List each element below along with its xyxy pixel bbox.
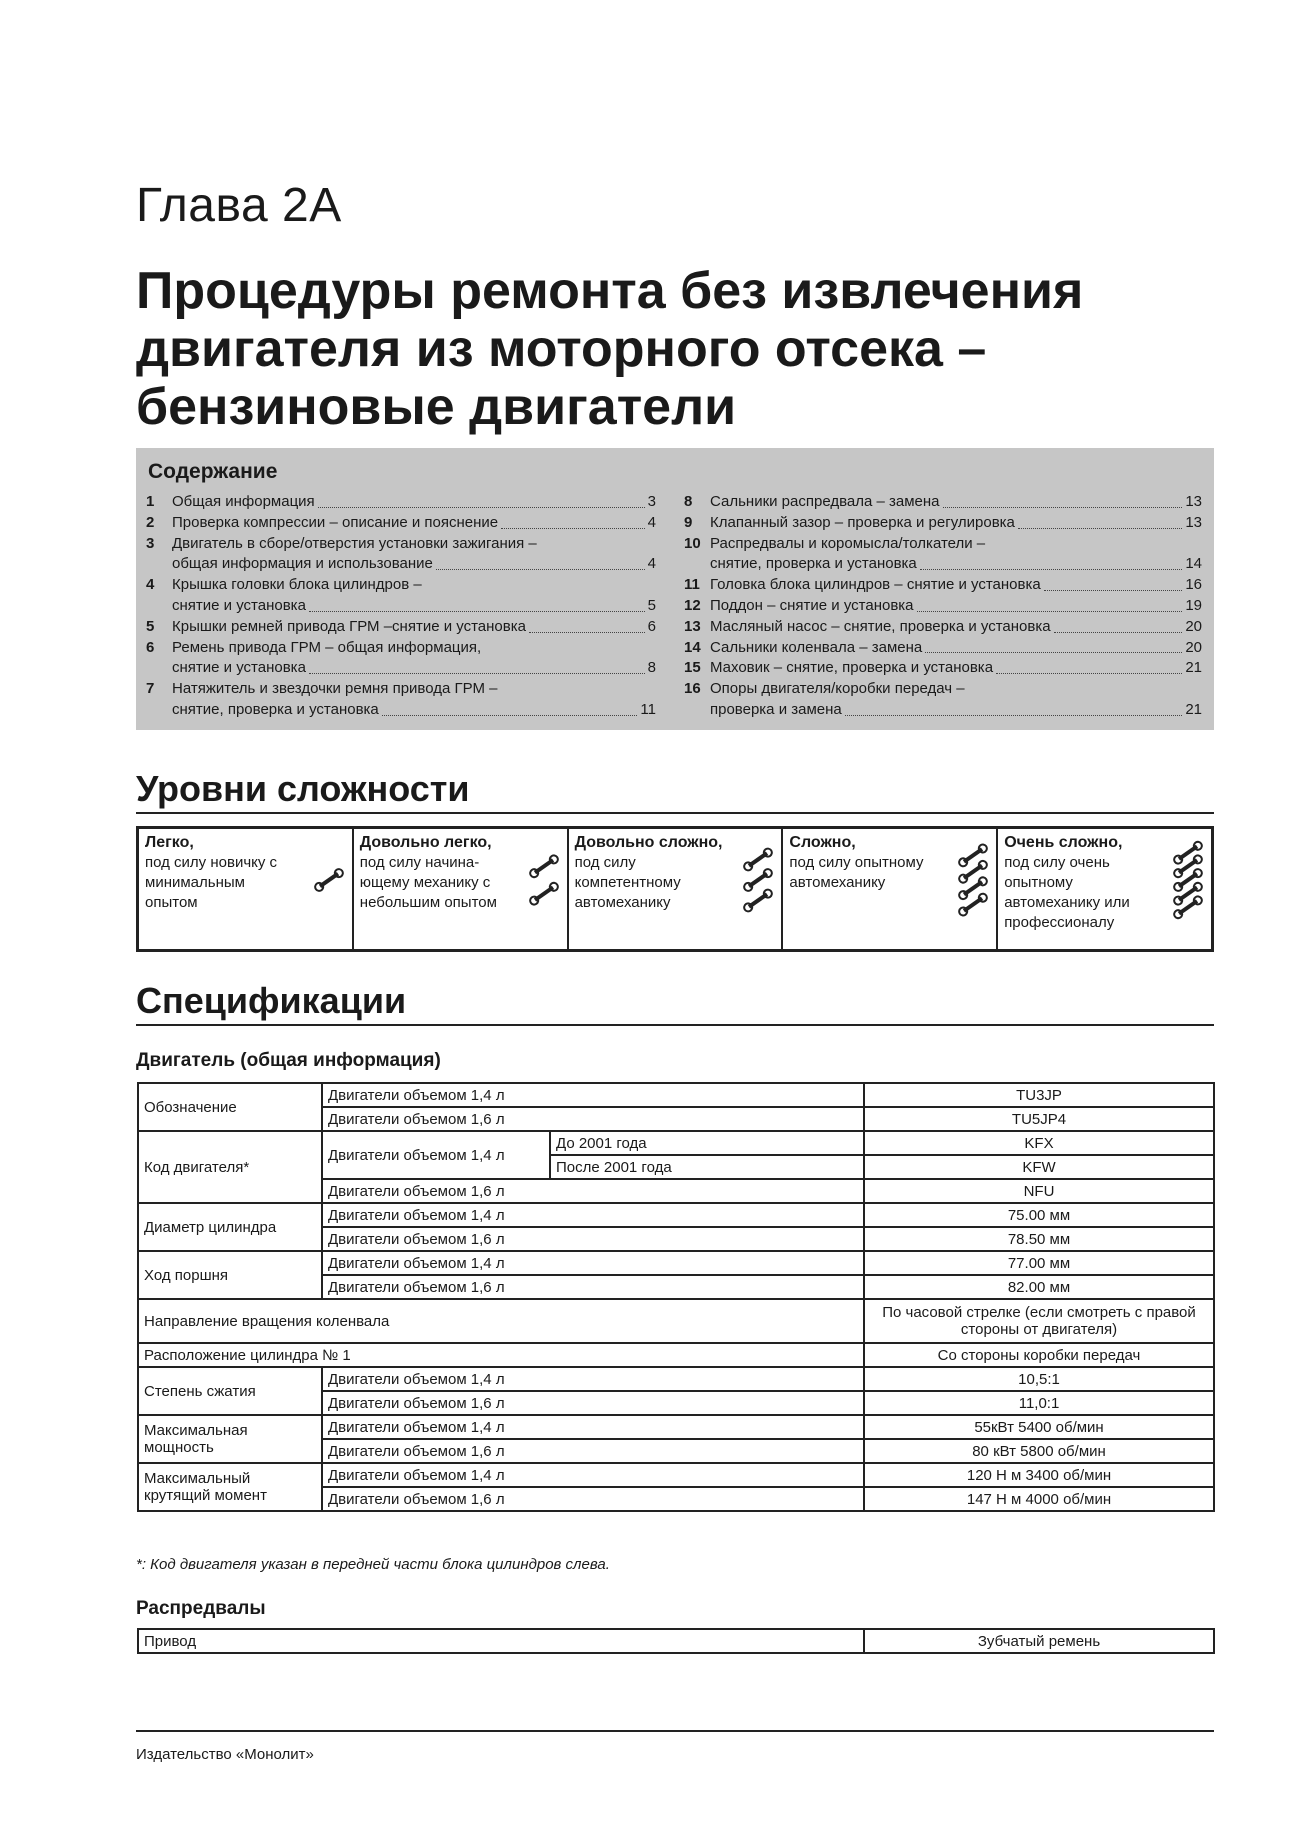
table-row bbox=[138, 1083, 1214, 1107]
contents-entry bbox=[146, 513, 656, 534]
engine-1-4: Двигатели объемом 1,4 л bbox=[322, 1463, 864, 1487]
contents-entry-page: 20 bbox=[1185, 638, 1202, 656]
contents-entry-page: 5 bbox=[647, 596, 656, 614]
table-row bbox=[138, 1299, 1214, 1343]
wrench-1-icon bbox=[314, 839, 344, 921]
difficulty-level-description: под силу опытному автомеханику bbox=[789, 854, 924, 891]
engine-1-6: Двигатели объемом 1,6 л bbox=[322, 1487, 864, 1511]
contents-right-column bbox=[684, 492, 1202, 721]
contents-entry-text: Крышки ремней привода ГРМ –снятие и установка bbox=[172, 617, 526, 635]
contents-entry bbox=[684, 534, 1202, 576]
contents-entry-text: общая информация и использование bbox=[172, 555, 433, 573]
contents-entry-text: Двигатель в сборе/отверстия установки зажигания – bbox=[172, 534, 537, 552]
difficulty-level bbox=[354, 829, 569, 949]
contents-entry-text: Масляный насос – снятие, проверка и установка bbox=[710, 617, 1051, 635]
publisher-footer: Издательство «Монолит» bbox=[136, 1746, 314, 1763]
label-bore: Диаметр цилиндра bbox=[138, 1203, 322, 1251]
contents-entry-number: 12 bbox=[684, 596, 701, 614]
label-designation: Обозначение bbox=[138, 1083, 322, 1131]
engine-spec-table bbox=[137, 1082, 1215, 1512]
value-compression-1-6: 11,0:1 bbox=[864, 1391, 1214, 1415]
specs-heading: Спецификации bbox=[136, 980, 407, 1021]
contents-entry-page: 13 bbox=[1185, 513, 1202, 531]
contents-entry bbox=[684, 575, 1202, 596]
contents-entry bbox=[684, 679, 1202, 721]
difficulty-levels bbox=[136, 826, 1214, 952]
contents-entry bbox=[684, 492, 1202, 513]
table-row bbox=[138, 1415, 1214, 1439]
label-rotation: Направление вращения коленвала bbox=[138, 1299, 864, 1343]
contents-entry-text: проверка и замена bbox=[710, 700, 842, 718]
contents-entry-text: Сальники коленвала – замена bbox=[710, 638, 923, 656]
contents-entry-page: 20 bbox=[1185, 617, 1202, 635]
value-power-1-6: 80 кВт 5800 об/мин bbox=[864, 1439, 1214, 1463]
footnote: *: Код двигателя указан в передней части блока цилиндров слева. bbox=[136, 1556, 610, 1573]
page-title: Процедуры ремонта без извлечения двигателя из моторного отсека – бензиновые двигатели bbox=[136, 262, 1084, 436]
table-row bbox=[138, 1251, 1214, 1275]
after-2001: После 2001 года bbox=[550, 1155, 864, 1179]
contents-entry-text: Крышка головки блока цилиндров – bbox=[172, 576, 422, 594]
contents-entry-number: 2 bbox=[146, 513, 155, 531]
contents-entry bbox=[684, 658, 1202, 679]
contents-entry-page: 19 bbox=[1185, 596, 1202, 614]
engine-1-6: Двигатели объемом 1,6 л bbox=[322, 1439, 864, 1463]
difficulty-level-title: Легко, bbox=[145, 834, 194, 851]
specs-rule bbox=[136, 1024, 1214, 1026]
difficulty-level-title: Очень сложно, bbox=[1004, 834, 1123, 851]
contents-entry-page: 14 bbox=[1185, 555, 1202, 573]
engine-1-6: Двигатели объемом 1,6 л bbox=[322, 1227, 864, 1251]
engine-1-6: Двигатели объемом 1,6 л bbox=[322, 1275, 864, 1299]
contents-entry-page: 13 bbox=[1185, 493, 1202, 510]
contents-entry-number: 6 bbox=[146, 638, 155, 656]
label-cylinder-1: Расположение цилиндра № 1 bbox=[138, 1343, 864, 1367]
contents-entry-text: Ремень привода ГРМ – общая информация, bbox=[172, 638, 482, 656]
engine-1-4: Двигатели объемом 1,4 л bbox=[322, 1251, 864, 1275]
value-stroke-1-4: 77.00 мм bbox=[864, 1251, 1214, 1275]
difficulty-heading: Уровни сложности bbox=[136, 768, 470, 809]
contents-entry-number: 11 bbox=[684, 576, 700, 594]
contents-entry-page: 16 bbox=[1185, 576, 1202, 594]
table-row bbox=[138, 1629, 1214, 1653]
difficulty-level-description: под силу новичку с минимальным опытом bbox=[145, 854, 278, 911]
contents-entry-text: Клапанный зазор – проверка и регулировка bbox=[710, 513, 1015, 531]
contents-entry-number: 5 bbox=[146, 617, 155, 635]
table-row bbox=[138, 1131, 1214, 1155]
difficulty-level-title: Довольно легко, bbox=[359, 834, 492, 851]
contents-entry bbox=[146, 492, 656, 513]
contents-box bbox=[136, 448, 1214, 730]
contents-entry-number: 9 bbox=[684, 513, 693, 531]
contents-entry-page: 6 bbox=[647, 617, 656, 635]
footer-rule bbox=[136, 1730, 1214, 1732]
contents-left-column bbox=[146, 492, 656, 721]
difficulty-level bbox=[998, 829, 1211, 949]
value-stroke-1-6: 82.00 мм bbox=[864, 1275, 1214, 1299]
value-bore-1-4: 75.00 мм bbox=[864, 1203, 1214, 1227]
wrench-2-icon bbox=[529, 839, 559, 921]
difficulty-level-title: Довольно сложно, bbox=[574, 834, 723, 851]
label-torque: Максимальный крутящий момент bbox=[138, 1463, 322, 1511]
contents-entry-text: снятие, проверка и установка bbox=[172, 700, 379, 718]
label-power: Максимальная мощность bbox=[138, 1415, 322, 1463]
contents-entry-text: Опоры двигателя/коробки передач – bbox=[710, 680, 965, 698]
contents-entry bbox=[684, 596, 1202, 617]
difficulty-rule bbox=[136, 812, 1214, 814]
contents-entry-text: Сальники распредвала – замена bbox=[710, 493, 940, 510]
contents-entry bbox=[684, 617, 1202, 638]
contents-entry-text: снятие, проверка и установка bbox=[710, 555, 917, 573]
contents-entry bbox=[146, 638, 656, 680]
before-2001: До 2001 года bbox=[550, 1131, 864, 1155]
contents-entry-page: 21 bbox=[1185, 659, 1202, 677]
value-torque-1-6: 147 Н м 4000 об/мин bbox=[864, 1487, 1214, 1511]
wrench-3-icon bbox=[743, 839, 773, 921]
contents-entry-text: Распредвалы и коромысла/толкатели – bbox=[710, 534, 986, 552]
engine-1-6: Двигатели объемом 1,6 л bbox=[322, 1391, 864, 1415]
contents-entry bbox=[684, 638, 1202, 659]
label-engine-code: Код двигателя* bbox=[138, 1131, 322, 1203]
contents-entry-number: 1 bbox=[146, 493, 155, 510]
value-code-after: KFW bbox=[864, 1155, 1214, 1179]
contents-entry-text: Поддон – снятие и установка bbox=[710, 596, 914, 614]
difficulty-level-description: под силу компетентному автомеханику bbox=[574, 854, 681, 911]
contents-entry-number: 14 bbox=[684, 638, 701, 656]
value-designation-1-4: TU3JP bbox=[864, 1083, 1214, 1107]
contents-entry-number: 4 bbox=[146, 576, 155, 594]
contents-entry-number: 13 bbox=[684, 617, 701, 635]
contents-entry-text: Натяжитель и звездочки ремня привода ГРМ – bbox=[172, 680, 498, 698]
difficulty-level bbox=[139, 829, 354, 949]
engine-1-4: Двигатели объемом 1,4 л bbox=[322, 1083, 864, 1107]
contents-entry-page: 8 bbox=[647, 659, 656, 677]
engine-subheading: Двигатель (общая информация) bbox=[136, 1050, 441, 1071]
contents-heading: Содержание bbox=[148, 460, 278, 483]
label-stroke: Ход поршня bbox=[138, 1251, 322, 1299]
contents-entry-page: 21 bbox=[1185, 700, 1202, 718]
chapter-number: Глава 2А bbox=[136, 179, 342, 232]
engine-1-4: Двигатели объемом 1,4 л bbox=[322, 1203, 864, 1227]
engine-1-4: Двигатели объемом 1,4 л bbox=[322, 1367, 864, 1391]
engine-1-4: Двигатели объемом 1,4 л bbox=[322, 1131, 550, 1179]
contents-entry bbox=[146, 679, 656, 721]
difficulty-level-title: Сложно, bbox=[789, 834, 856, 851]
value-torque-1-4: 120 Н м 3400 об/мин bbox=[864, 1463, 1214, 1487]
contents-entry-page: 3 bbox=[647, 493, 656, 510]
table-row bbox=[138, 1367, 1214, 1391]
contents-entry-text: Головка блока цилиндров – снятие и установка bbox=[710, 576, 1041, 594]
value-code-before: KFX bbox=[864, 1131, 1214, 1155]
table-row bbox=[138, 1343, 1214, 1367]
contents-entry-number: 3 bbox=[146, 534, 155, 552]
value-drive: Зубчатый ремень bbox=[864, 1629, 1214, 1653]
engine-1-6: Двигатели объемом 1,6 л bbox=[322, 1179, 864, 1203]
contents-entry bbox=[146, 534, 656, 576]
contents-entry-number: 16 bbox=[684, 680, 701, 698]
contents-entry-number: 8 bbox=[684, 493, 693, 510]
difficulty-level bbox=[783, 829, 998, 949]
label-compression: Степень сжатия bbox=[138, 1367, 322, 1415]
difficulty-level-description: под силу очень опытному автомеханику или профессионалу bbox=[1004, 854, 1130, 931]
contents-entry-number: 7 bbox=[146, 680, 155, 698]
value-rotation: По часовой стрелке (если смотреть с правой стороны от двигателя) bbox=[864, 1299, 1214, 1343]
wrench-5-icon bbox=[1173, 839, 1203, 921]
table-row bbox=[138, 1203, 1214, 1227]
engine-1-4: Двигатели объемом 1,4 л bbox=[322, 1415, 864, 1439]
engine-1-6: Двигатели объемом 1,6 л bbox=[322, 1107, 864, 1131]
value-compression-1-4: 10,5:1 bbox=[864, 1367, 1214, 1391]
value-bore-1-6: 78.50 мм bbox=[864, 1227, 1214, 1251]
difficulty-level bbox=[569, 829, 784, 949]
camshafts-heading: Распредвалы bbox=[136, 1598, 266, 1619]
label-drive: Привод bbox=[138, 1629, 864, 1653]
contents-entry-page: 4 bbox=[647, 513, 656, 531]
contents-entry-text: Проверка компрессии – описание и пояснение bbox=[172, 513, 499, 531]
contents-entry-page: 11 bbox=[640, 700, 656, 718]
contents-entry bbox=[146, 575, 656, 617]
wrench-4-icon bbox=[958, 839, 988, 921]
difficulty-level-description: под силу начина-ющему механику с небольшим опытом bbox=[359, 854, 497, 911]
value-code-1-6: NFU bbox=[864, 1179, 1214, 1203]
contents-entry-text: Маховик – снятие, проверка и установка bbox=[710, 659, 994, 677]
contents-entry-text: снятие и установка bbox=[172, 596, 306, 614]
value-designation-1-6: TU5JP4 bbox=[864, 1107, 1214, 1131]
contents-entry-text: снятие и установка bbox=[172, 659, 306, 677]
contents-entry-page: 4 bbox=[647, 555, 656, 573]
value-power-1-4: 55кВт 5400 об/мин bbox=[864, 1415, 1214, 1439]
camshafts-table bbox=[137, 1628, 1215, 1654]
contents-entry-number: 10 bbox=[684, 534, 701, 552]
contents-entry bbox=[146, 617, 656, 638]
contents-entry bbox=[684, 513, 1202, 534]
table-row bbox=[138, 1463, 1214, 1487]
contents-entry-number: 15 bbox=[684, 659, 701, 677]
contents-entry-text: Общая информация bbox=[172, 493, 315, 510]
value-cylinder-1: Со стороны коробки передач bbox=[864, 1343, 1214, 1367]
